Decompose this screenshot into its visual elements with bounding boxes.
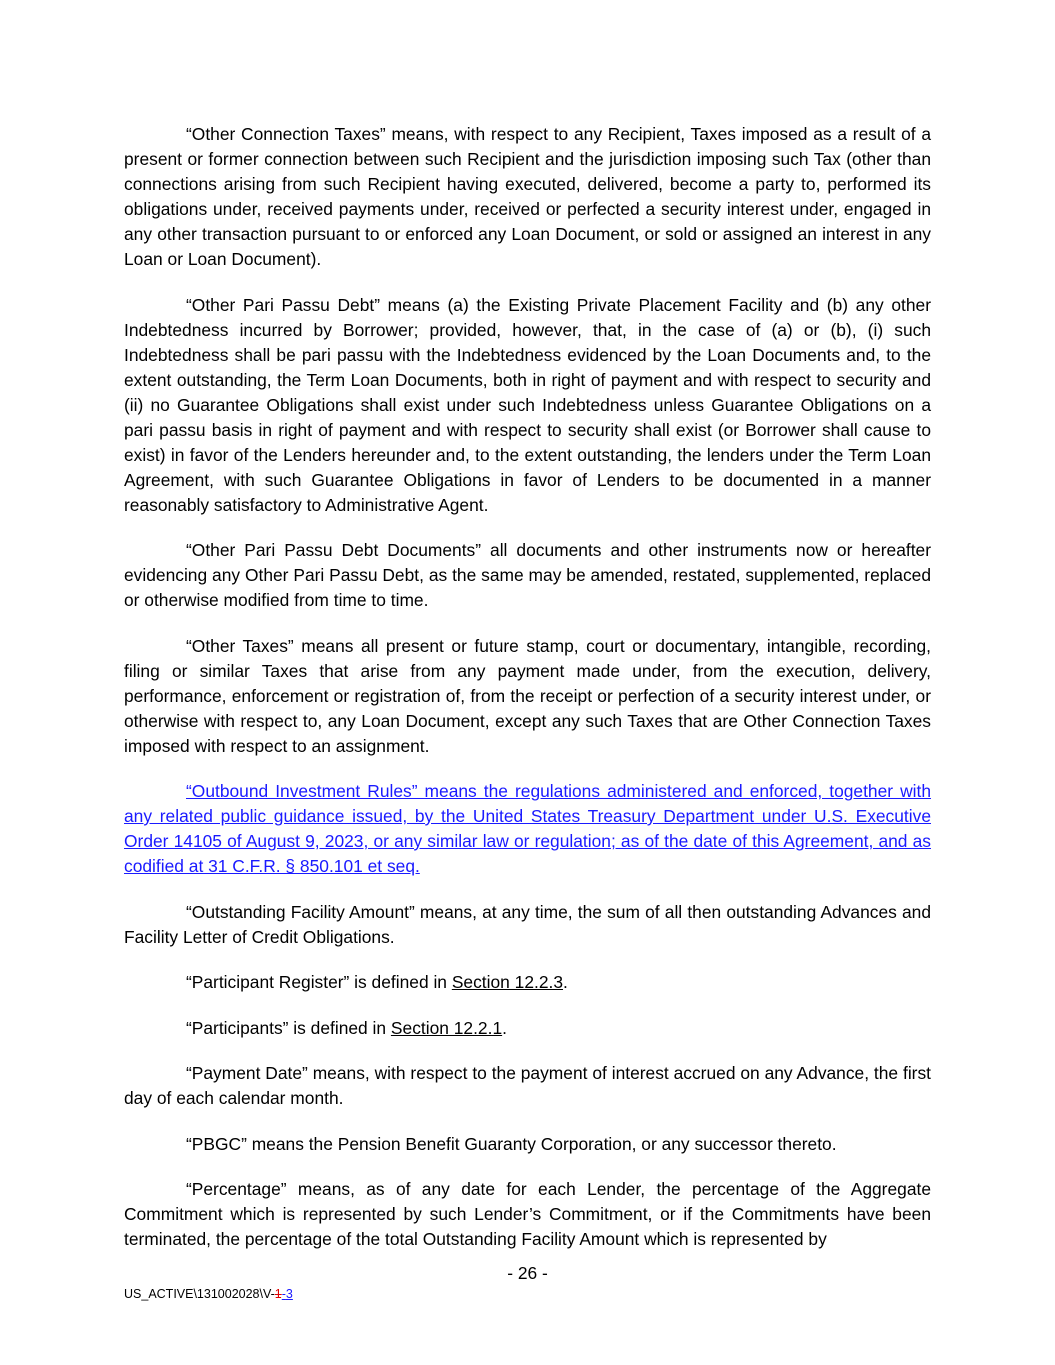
definition-payment-date: “Payment Date” means, with respect to the payment of interest accrued on any Advance, the first day of each calendar month. [124,1063,931,1108]
definition-other-pari-passu-debt-documents: “Other Pari Passu Debt Documents” all documents and other instruments now or hereafter evidencing any Other Pari Passu Debt, as the same may be amended, restated, supplemented, replaced or otherwise modified from time to time. [124,540,931,610]
definition-pbgc: “PBGC” means the Pension Benefit Guaranty Corporation, or any successor thereto. [186,1133,837,1154]
document-id-footer [124,1286,293,1302]
section-reference-12-2-1[interactable]: Section 12.2.1 [390,1017,503,1038]
definition-percentage: “Percentage” means, as of any date for each Lender, the percentage of the Aggregate Commitment which is represented by such Lender’s Commitment, or if the Commitments have been terminated, the percentage of the total Outstanding Facility Amount which is represented by [124,1179,931,1249]
definition-outbound-investment-rules-inserted: “Outbound Investment Rules” means the regulations administered and enforced, together with any related public guidance issued, by the United States Treasury Department under U.S. Executive Order 14105 of August 9, 2023, or any similar law or regulation; as of the date of this Agreement, and as codified at 31 C.F.R. § 850.101 et seq. [124,781,931,876]
added-version-number: 3 [285,1287,293,1301]
definition-participant-register [124,970,931,995]
page-number: - 26 - [507,1263,548,1283]
definition-other-pari-passu-debt: “Other Pari Passu Debt” means (a) the Existing Private Placement Facility and (b) any other Indebtedness incurred by Borrower; provided, however, that, in the case of (a) or (b), (i) such Indebtedness shall be pari passu with the Indebtedness evidenced by the Loan Documents and, to the extent outstanding, the Term Loan Documents, both in right of payment and with respect to security and (ii) no Guarantee Obligations shall exist under such Indebtedness unless Guarantee Obligations on a pari passu basis in right of payment and with respect to security shall exist (or Borrower shall cause to exist) in favor of the Lenders hereunder and, to the extent outstanding, the lenders under the Term Loan Agreement, with such Guarantee Obligations in favor of Lenders to be documented in a manner reasonably satisfactory to Administrative Agent. [124,294,931,515]
document-body [124,122,931,1273]
definition-outstanding-facility-amount: “Outstanding Facility Amount” means, at any time, the sum of all then outstanding Advances and Facility Letter of Credit Obligations. [124,901,931,947]
participants-period: . [502,1017,507,1038]
document-id-prefix: US_ACTIVE\131002028\V- [124,1287,275,1301]
version-separator: - [281,1287,286,1301]
deleted-version-number: 1 [274,1287,282,1301]
definition-other-connection-taxes: “Other Connection Taxes” means, with respect to any Recipient, Taxes imposed as a result of a present or former connection between such Recipient and the jurisdiction imposing such Tax (other than connections arising from such Recipient having executed, delivered, become a party to, performed its obligations under, received payments under, received or perfected a security interest under, engaged in any other transaction pursuant to or enforced any Loan Document, or sold or assigned an interest in any Loan or Loan Document). [124,124,931,269]
participant-register-period: . [563,972,568,992]
definition-other-taxes: “Other Taxes” means all present or future stamp, court or documentary, intangible, recording, filing or similar Taxes that arise from any payment made under, from the execution, delivery, performance, enforcement or registration of, from the receipt or perfection of a security interest under, or otherwise with respect to, any Loan Document, except any such Taxes that are Other Connection Taxes imposed with respect to an assignment. [124,635,931,756]
section-reference-12-2-3[interactable]: Section 12.2.3 [451,972,564,992]
participants-text: “Participants” is defined in [186,1017,391,1038]
definition-participants [124,1016,931,1041]
participant-register-text: “Participant Register” is defined in [186,972,452,992]
